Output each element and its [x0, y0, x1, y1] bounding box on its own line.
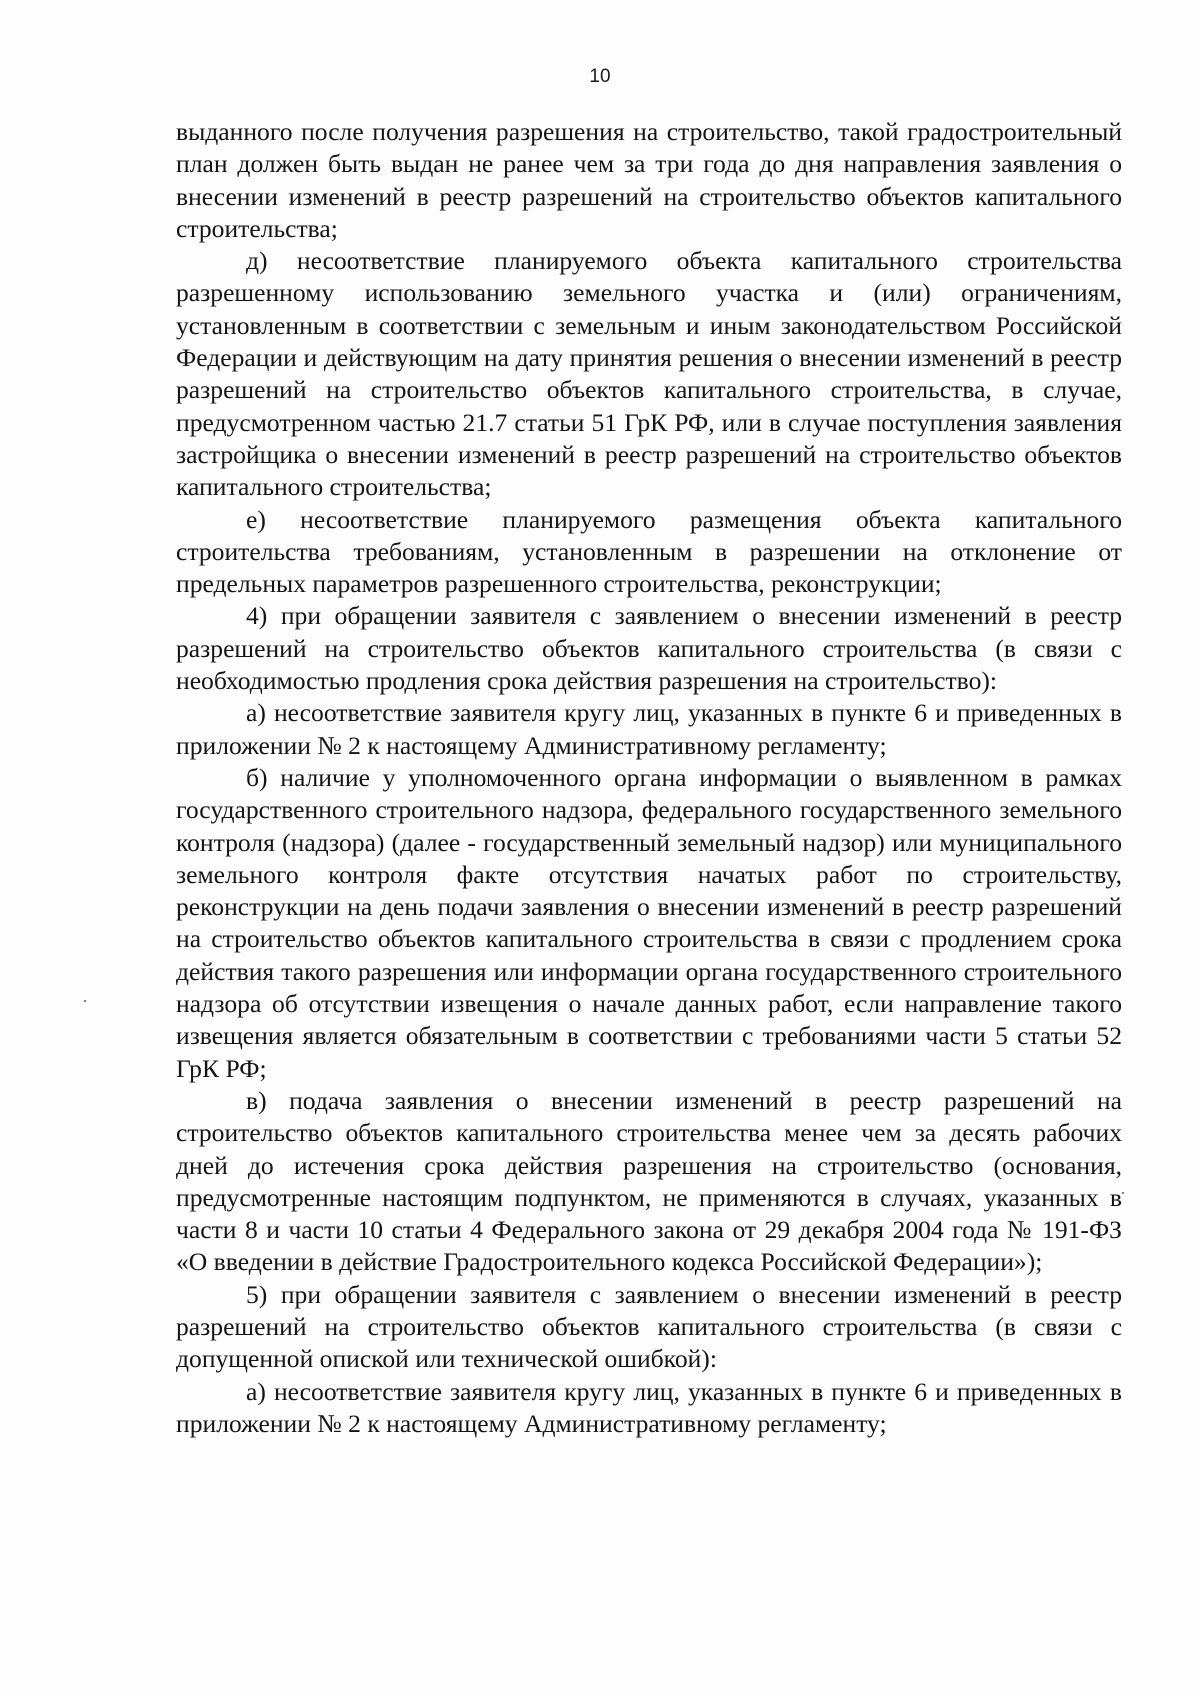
page-number: 10	[589, 66, 611, 87]
document-body	[176, 116, 1122, 1440]
paragraph-2: д) несоответствие планируемого объекта капитального строительства разрешенному использованию земельного участка и (или) ограничениям, установленным в соответствии с земельным и иным законодательством Российской Федерации и действующим на дату принятия решения о внесении изменений в реестр разрешений на строительство объектов капитального строительства, в случае, предусмотренном частью 21.7 статьи 51 ГрК РФ, или в случае поступления заявления застройщика о внесении изменений в реестр разрешений на строительство объектов капитального строительства;	[176, 246, 1122, 502]
paragraph-3: е) несоответствие планируемого размещения объекта капитального строительства требованиям, установленным в разрешении на отклонение от предельных параметров разрешенного строительства, реконструкции;	[176, 504, 1122, 599]
scan-speck	[84, 1000, 86, 1002]
paragraph-4: 4) при обращении заявителя с заявлением о внесении изменений в реестр разрешений на строительство объектов капитального строительства (в связи с необходимостью продления срока действия разрешения на строительство):	[176, 601, 1122, 696]
paragraph-1: выданного после получения разрешения на строительство, такой градостроительный план должен быть выдан не ранее чем за три года до дня направления заявления о внесении изменений в реестр разрешений на строительство объектов капитального строительства;	[176, 117, 1122, 243]
scan-speck	[1122, 1192, 1124, 1194]
paragraph-5: а) несоответствие заявителя кругу лиц, указанных в пункте 6 и приведенных в приложении № 2 к настоящему Административному регламенту;	[176, 698, 1122, 760]
paragraph-8: 5) при обращении заявителя с заявлением о внесении изменений в реестр разрешений на строительство объектов капитального строительства (в связи с допущенной опиской или технической ошибкой):	[176, 1279, 1122, 1374]
paragraph-9: а) несоответствие заявителя кругу лиц, указанных в пункте 6 и приведенных в приложении № 2 к настоящему Административному регламенту;	[176, 1376, 1122, 1438]
paragraph-7: в) подача заявления о внесении изменений в реестр разрешений на строительство объектов капитального строительства менее чем за десять рабочих дней до истечения срока действия разрешения на строительство (основания, предусмотренные настоящим подпунктом, не применяются в случаях, указанных в части 8 и части 10 статьи 4 Федерального закона от 29 декабря 2004 года № 191-ФЗ «О введении в действие Градостроительного кодекса Российской Федерации»);	[176, 1085, 1122, 1277]
paragraph-6: б) наличие у уполномоченного органа информации о выявленном в рамках государственного строительного надзора, федерального государственного земельного контроля (надзора) (далее - государственный земельный надзор) или муниципального земельного контроля факте отсутствия начатых работ по строительству, реконструкции на день подачи заявления о внесении изменений в реестр разрешений на строительство объектов капитального строительства в связи с продлением срока действия такого разрешения или информации органа государственного строительного надзора об отсутствии извещения о начале данных работ, если направление такого извещения является обязательным в соответствии с требованиями части 5 статьи 52 ГрК РФ;	[176, 762, 1122, 1083]
